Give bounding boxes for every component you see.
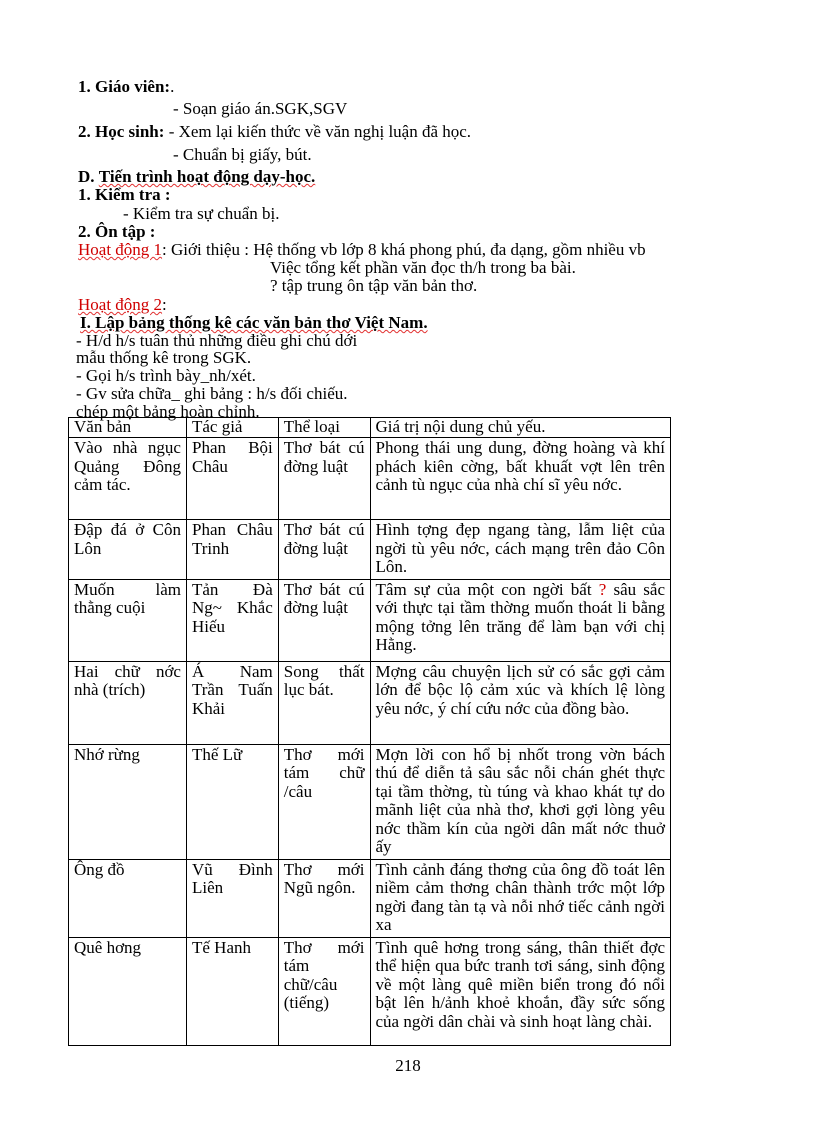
- table-row: [69, 579, 671, 661]
- activity2-label: Hoạt động 2: [78, 295, 163, 314]
- table-cell: Phan Bội Châu: [186, 438, 278, 520]
- table-cell: Thơ mới Ngũ ngôn.: [278, 859, 370, 937]
- table-cell: Tình cảnh đáng thơng của ông đồ toát lên niềm cảm thơng chân thành trớc một lớp ngời đang tàn tạ và nỗi nhớ tiếc cảnh ngời xa: [370, 859, 670, 937]
- table-row: [69, 937, 671, 1045]
- review-heading: 2. Ôn tập :: [78, 222, 156, 241]
- activity1-line3: ? tập trung ôn tập văn bản thơ.: [270, 276, 478, 295]
- table-row: [69, 744, 671, 859]
- note-3: - Gọi h/s trình bày_nh/xét.: [76, 366, 256, 385]
- activity1-line2: Việc tổng kết phần văn đọc th/h trong ba bài.: [270, 258, 576, 277]
- table-title: I. Lập bảng thống kê các văn bản thơ Việt Nam.: [80, 313, 428, 332]
- table-cell: Phong thái ung dung, đờng hoàng và khí phách kiên cờng, bất khuất vợt lên trên cảnh tù ngục của nhà chí sĩ yêu nớc.: [370, 438, 670, 520]
- table-cell: Mợng câu chuyện lịch sử có sắc gợi cảm lớn để bộc lộ cảm xúc và khích lệ lòng yêu nớc, ý chí cứu nớc của đồng bào.: [370, 661, 670, 744]
- table-cell: Tản Đà Ng~ Khắc Hiếu: [186, 579, 278, 661]
- table-cell: Hình tợng đẹp ngang tàng, lẫm liệt của ngời tù yêu nớc, cách mạng trên đảo Côn Lôn.: [370, 520, 670, 580]
- table-cell: Thơ mới tám chữ/câu (tiếng): [278, 937, 370, 1045]
- table-cell: Quê hơng: [69, 937, 187, 1045]
- table-cell: Thơ mới tám chữ /câu: [278, 744, 370, 859]
- note-4: - Gv sửa chữa_ ghi bảng : h/s đối chiếu.: [76, 384, 348, 403]
- question-mark: ?: [598, 579, 607, 599]
- table-cell: Song thất lục bát.: [278, 661, 370, 744]
- table-cell: Mợn lời con hổ bị nhốt trong vờn bách thú để diễn tả sâu sắc nỗi chán ghét thực tại tầm thờng, tù túng và khao khát tự do mãnh liệt của nhà thơ, khơi gợi lòng yêu nớc thầm kín của ngời dân mất nớc thuở ấy: [370, 744, 670, 859]
- activity1-label: Hoạt động 1: [78, 240, 163, 259]
- table-cell: Vào nhà ngục Quảng Đông cảm tác.: [69, 438, 187, 520]
- table-cell: Muốn làm thằng cuội: [69, 579, 187, 661]
- table-row: [69, 438, 671, 520]
- teacher-item: - Soạn giáo án.SGK,SGV: [173, 99, 348, 118]
- activity1-line1: [78, 240, 646, 259]
- header-cell: Tác giả: [186, 418, 278, 438]
- table-cell: Thơ bát cú đờng luật: [278, 438, 370, 520]
- table-header-row: [69, 418, 671, 438]
- section-d-heading: [78, 167, 315, 186]
- table-cell: Tâm sự của một con ngời bất ? sâu sắc với thực tại tầm thờng muốn thoát li bằng mộng tởng lên trăng để làm bạn với chị Hằng.: [370, 579, 670, 661]
- activity1-text: : Giới thiệu : Hệ thống vb lớp 8 khá phong phú, đa dạng, gồm nhiều vb: [162, 240, 646, 259]
- table-cell: Á Nam Trần Tuấn Khải: [186, 661, 278, 744]
- table-row: [69, 859, 671, 937]
- header-cell: Thể loại: [278, 418, 370, 438]
- table-cell: Vũ Đình Liên: [186, 859, 278, 937]
- teacher-heading: 1. Giáo viên:: [78, 77, 171, 96]
- check-item: - Kiểm tra sự chuẩn bị.: [123, 204, 280, 223]
- table-cell: Thơ bát cú đờng luật: [278, 579, 370, 661]
- note-5: chép một bảng hoàn chỉnh.: [76, 402, 260, 421]
- activity2-colon: :: [162, 295, 167, 314]
- table-cell: Thế Lữ: [186, 744, 278, 859]
- page-number: 218: [395, 1056, 421, 1075]
- table-cell: Ông đồ: [69, 859, 187, 937]
- note-1: - H/d h/s tuân thủ những điều ghi chú dới: [76, 331, 358, 350]
- header-cell: Giá trị nội dung chủ yếu.: [370, 418, 670, 438]
- table-cell: Thơ bát cú đờng luật: [278, 520, 370, 580]
- header-cell: Văn bản: [69, 418, 187, 438]
- section-d-title: Tiến trình hoạt động dạy-học.: [98, 167, 316, 186]
- student-heading: 2. Học sinh:: [78, 122, 165, 141]
- teacher-line: [78, 77, 174, 96]
- note-2: mẫu thống kê trong SGK.: [76, 348, 252, 367]
- table-cell: Tế Hanh: [186, 937, 278, 1045]
- student-line: [78, 122, 471, 141]
- section-d-letter: D.: [78, 167, 95, 186]
- table-cell: Hai chữ nớc nhà (trích): [69, 661, 187, 744]
- student-item-2: - Chuẩn bị giấy, bút.: [173, 145, 312, 164]
- table-row: [69, 661, 671, 744]
- table-cell: Tình quê hơng trong sáng, thân thiết đợc thể hiện qua bức tranh tơi sáng, sinh động về một làng quê miền biển trong đó nổi bật lên h/ảnh khoẻ khoắn, đầy sức sống của ngời dân chài và sinh hoạt làng chài.: [370, 937, 670, 1045]
- activity2-line: [78, 295, 167, 314]
- table-cell: Phan Châu Trinh: [186, 520, 278, 580]
- student-item-1: - Xem lại kiến thức về văn nghị luận đã học.: [168, 122, 472, 141]
- table-cell: Nhớ rừng: [69, 744, 187, 859]
- poem-summary-table: [68, 417, 671, 1046]
- teacher-dot: .: [170, 77, 175, 96]
- table-cell: Đập đá ở Côn Lôn: [69, 520, 187, 580]
- table-row: [69, 520, 671, 580]
- check-heading: 1. Kiểm tra :: [78, 185, 171, 204]
